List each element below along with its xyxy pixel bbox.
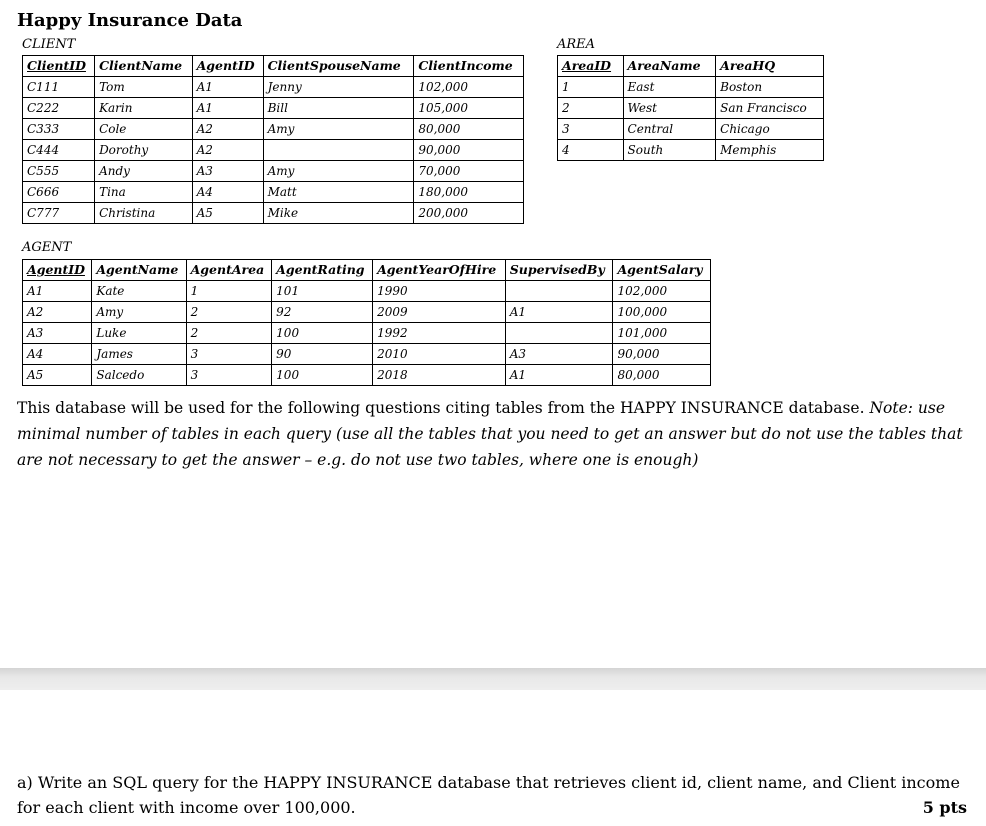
client-column-header: ClientName	[95, 56, 193, 77]
agent-column-header: AgentYearOfHire	[373, 260, 506, 281]
area-table-cell: Memphis	[716, 140, 824, 161]
client-table-cell: A2	[192, 140, 263, 161]
client-table-cell: 102,000	[414, 77, 524, 98]
agent-table-cell: 2	[186, 323, 272, 344]
agent-table-cell: Amy	[92, 302, 186, 323]
client-table-cell: Amy	[263, 119, 414, 140]
client-table-cell: C777	[23, 203, 95, 224]
client-table-cell: C666	[23, 182, 95, 203]
client-table-cell: A1	[192, 77, 263, 98]
agent-header-row	[23, 260, 711, 281]
question-a	[17, 770, 967, 820]
client-table-cell: C555	[23, 161, 95, 182]
agent-table-cell: James	[92, 344, 186, 365]
area-table-row	[558, 77, 824, 98]
client-table-cell: C333	[23, 119, 95, 140]
agent-table-cell: A5	[23, 365, 92, 386]
question-text: a) Write an SQL query for the HAPPY INSURANCE database that retrieves client id, client name, and Client income for each client with income over 100,000.	[17, 773, 960, 817]
agent-table-row	[23, 323, 711, 344]
area-column-header: AreaName	[623, 56, 716, 77]
agent-table-cell: A1	[23, 281, 92, 302]
client-table-cell: Karin	[95, 98, 193, 119]
client-table-cell: Andy	[95, 161, 193, 182]
client-table-cell: 180,000	[414, 182, 524, 203]
agent-table-cell: 100	[272, 323, 373, 344]
agent-table-cell: 2010	[373, 344, 506, 365]
instructions-note: Note: use minimal number of tables in each query (use all the tables that you need to get an answer but do not use the tables that are not necessary to get the answer – e.g. do not use two tables, where one is enough)	[17, 399, 963, 469]
agent-table-cell: 101	[272, 281, 373, 302]
area-table	[557, 55, 824, 161]
area-table-cell: 1	[558, 77, 624, 98]
area-table-label: AREA	[557, 37, 596, 52]
area-table-cell: Chicago	[716, 119, 824, 140]
client-column-header: ClientSpouseName	[263, 56, 414, 77]
client-table-cell: 90,000	[414, 140, 524, 161]
client-table-cell: A5	[192, 203, 263, 224]
client-table-cell: Bill	[263, 98, 414, 119]
agent-column-header: AgentArea	[186, 260, 272, 281]
client-table-row	[23, 182, 524, 203]
agent-table-cell: Salcedo	[92, 365, 186, 386]
agent-column-header: AgentID	[23, 260, 92, 281]
agent-table-row	[23, 281, 711, 302]
client-table-cell: Tom	[95, 77, 193, 98]
document-title: Happy Insurance Data	[17, 10, 243, 31]
agent-table-row	[23, 365, 711, 386]
client-table-cell: Dorothy	[95, 140, 193, 161]
area-table-cell: 3	[558, 119, 624, 140]
agent-table-cell: A4	[23, 344, 92, 365]
client-table-cell: 80,000	[414, 119, 524, 140]
agent-column-header: AgentSalary	[613, 260, 711, 281]
agent-table-cell: 80,000	[613, 365, 711, 386]
area-table-row	[558, 98, 824, 119]
client-table-row	[23, 140, 524, 161]
client-table-cell: 105,000	[414, 98, 524, 119]
agent-table-cell: 101,000	[613, 323, 711, 344]
agent-table-cell: A3	[505, 344, 613, 365]
agent-column-header: SupervisedBy	[505, 260, 613, 281]
instructions-paragraph	[17, 395, 967, 473]
client-table-cell	[263, 140, 414, 161]
client-column-header: ClientIncome	[414, 56, 524, 77]
area-table-cell: West	[623, 98, 716, 119]
agent-table-cell: 100,000	[613, 302, 711, 323]
client-column-header: AgentID	[192, 56, 263, 77]
client-table-cell: Amy	[263, 161, 414, 182]
client-table-row	[23, 203, 524, 224]
client-header-row	[23, 56, 524, 77]
area-table-cell: South	[623, 140, 716, 161]
client-table-row	[23, 119, 524, 140]
agent-table-cell: 2009	[373, 302, 506, 323]
area-table-cell: East	[623, 77, 716, 98]
area-table-cell: 4	[558, 140, 624, 161]
agent-table-cell: A1	[505, 365, 613, 386]
agent-table-cell: A3	[23, 323, 92, 344]
agent-table-cell: Kate	[92, 281, 186, 302]
area-table-cell: Central	[623, 119, 716, 140]
client-table-cell: Mike	[263, 203, 414, 224]
area-column-header: AreaID	[558, 56, 624, 77]
agent-table	[22, 259, 711, 386]
client-table-cell: A2	[192, 119, 263, 140]
area-table-cell: 2	[558, 98, 624, 119]
client-table	[22, 55, 524, 224]
agent-table-cell: 1990	[373, 281, 506, 302]
agent-table-cell: 90,000	[613, 344, 711, 365]
agent-table-cell: 3	[186, 365, 272, 386]
page-divider	[0, 668, 986, 690]
agent-table-row	[23, 302, 711, 323]
agent-table-cell: A2	[23, 302, 92, 323]
area-table-cell: Boston	[716, 77, 824, 98]
client-table-cell: A4	[192, 182, 263, 203]
client-column-header: ClientID	[23, 56, 95, 77]
question-points: 5 pts	[922, 798, 967, 817]
client-table-row	[23, 161, 524, 182]
area-table-row	[558, 119, 824, 140]
agent-table-cell: Luke	[92, 323, 186, 344]
area-column-header: AreaHQ	[716, 56, 824, 77]
client-table-cell: Tina	[95, 182, 193, 203]
agent-table-cell: 1992	[373, 323, 506, 344]
agent-table-cell: 92	[272, 302, 373, 323]
agent-table-cell: 2018	[373, 365, 506, 386]
agent-table-row	[23, 344, 711, 365]
agent-column-header: AgentName	[92, 260, 186, 281]
client-table-cell: C111	[23, 77, 95, 98]
client-table-cell: C444	[23, 140, 95, 161]
client-table-cell: 70,000	[414, 161, 524, 182]
client-table-cell: C222	[23, 98, 95, 119]
agent-table-cell: 3	[186, 344, 272, 365]
client-table-cell: A3	[192, 161, 263, 182]
client-table-cell: A1	[192, 98, 263, 119]
client-table-cell: Jenny	[263, 77, 414, 98]
area-header-row	[558, 56, 824, 77]
agent-table-cell	[505, 281, 613, 302]
agent-table-cell: 102,000	[613, 281, 711, 302]
agent-column-header: AgentRating	[272, 260, 373, 281]
client-table-row	[23, 98, 524, 119]
client-table-label: CLIENT	[22, 37, 76, 52]
agent-table-cell	[505, 323, 613, 344]
instructions-text: This database will be used for the following questions citing tables from the HAPPY INSURANCE database.	[17, 399, 865, 417]
agent-table-cell: 1	[186, 281, 272, 302]
client-table-cell: Christina	[95, 203, 193, 224]
client-table-cell: Matt	[263, 182, 414, 203]
area-table-cell: San Francisco	[716, 98, 824, 119]
client-table-cell: Cole	[95, 119, 193, 140]
agent-table-cell: A1	[505, 302, 613, 323]
agent-table-label: AGENT	[22, 240, 72, 255]
area-table-row	[558, 140, 824, 161]
client-table-cell: 200,000	[414, 203, 524, 224]
client-table-row	[23, 77, 524, 98]
agent-table-cell: 90	[272, 344, 373, 365]
agent-table-cell: 2	[186, 302, 272, 323]
agent-table-cell: 100	[272, 365, 373, 386]
